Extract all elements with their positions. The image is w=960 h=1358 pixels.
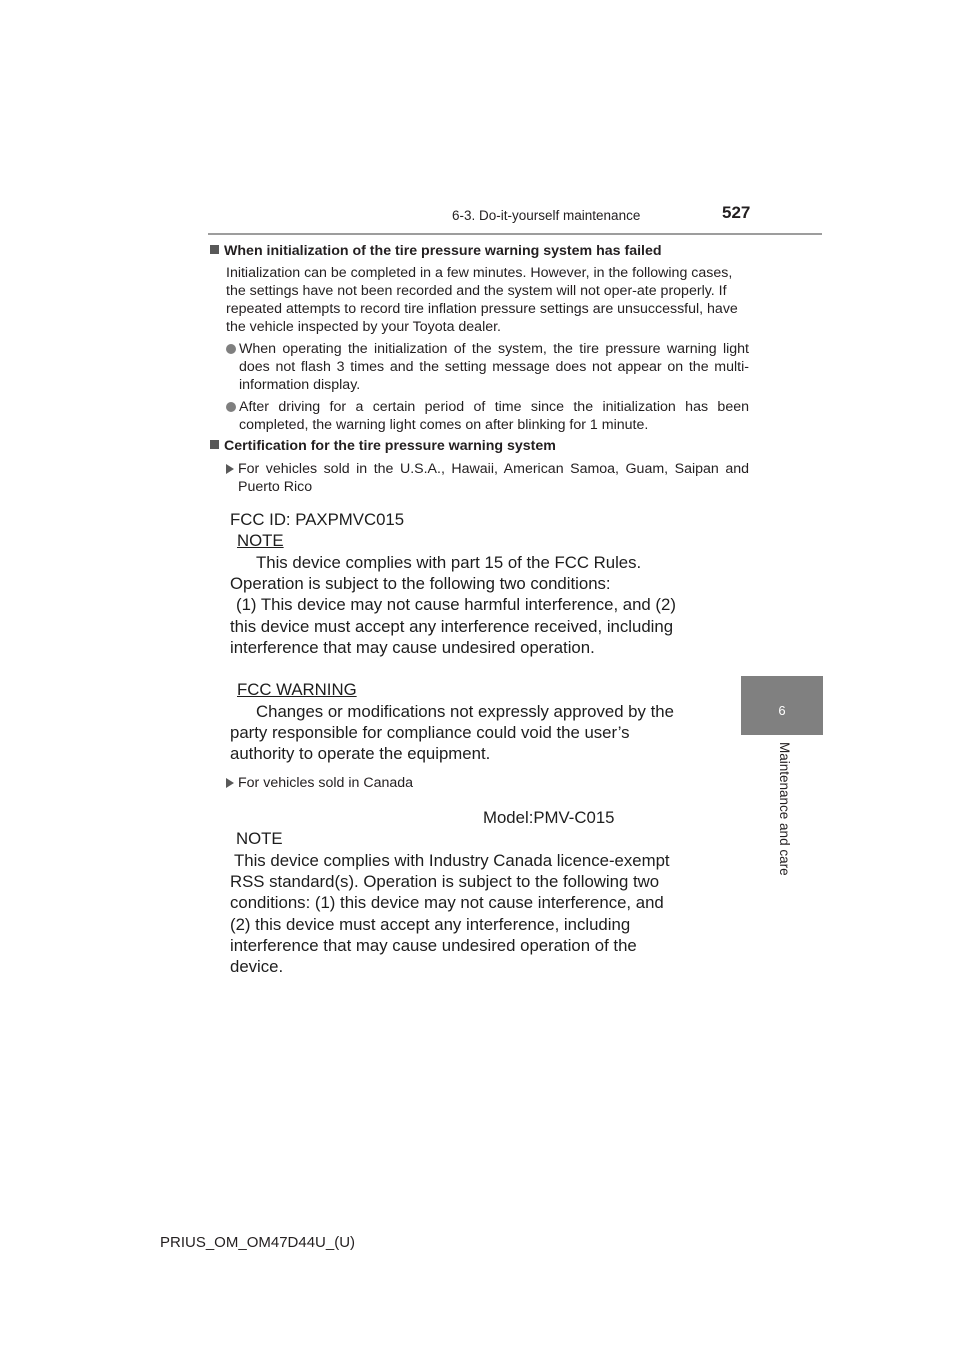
document-code: PRIUS_OM_OM47D44U_(U)	[160, 1234, 356, 1251]
chapter-tab	[741, 676, 823, 735]
subheading-text: For vehicles sold in the U.S.A., Hawaii, American Samoa, Guam, Saipan and Puerto Rico	[238, 461, 749, 495]
list-item-text: When operating the initialization of the system, the tire pressure warning light does not flash 3 times and the setting message does not appear on the multi-information display.	[239, 341, 749, 393]
section-heading-text: Certification for the tire pressure warning system	[224, 438, 556, 454]
note-title: NOTE	[236, 829, 283, 848]
section-heading-init-failed	[210, 243, 662, 259]
label-line: this device must accept any interference received, including	[230, 617, 674, 636]
list-item	[226, 398, 749, 434]
note-title: NOTE	[237, 531, 284, 550]
subheading-text: For vehicles sold in Canada	[238, 775, 414, 791]
label-line: (1) This device may not cause harmful interference, and (2)	[236, 595, 676, 614]
list-item	[226, 340, 749, 394]
section-heading-text: When initialization of the tire pressure warning system has failed	[224, 243, 662, 259]
label-line: authority to operate the equipment.	[230, 744, 491, 763]
square-bullet-icon	[210, 440, 219, 449]
fcc-warning-title: FCC WARNING	[237, 680, 357, 699]
chapter-tab-number: 6	[778, 703, 786, 718]
list-item-text: After driving for a certain period of time since the initialization has been completed, the warning light comes on after blinking for 1 minute.	[239, 399, 749, 433]
model-line: Model:PMV-C015	[483, 808, 615, 827]
label-line: Operation is subject to the following two conditions:	[230, 574, 611, 593]
label-line: RSS standard(s). Operation is subject to the following two	[230, 872, 660, 891]
circle-bullet-icon	[226, 344, 236, 354]
triangle-bullet-icon	[226, 464, 234, 474]
label-line: party responsible for compliance could void the user’s	[230, 723, 630, 742]
circle-bullet-icon	[226, 402, 236, 412]
page-number: 527	[722, 203, 751, 222]
header-section-title: 6-3. Do-it-yourself maintenance	[452, 208, 641, 223]
label-line: This device complies with Industry Canada licence-exempt	[234, 851, 670, 870]
label-line: (2) this device must accept any interference, including	[230, 915, 631, 934]
section-paragraph: Initialization can be completed in a few minutes. However, in the following cases, the settings have not been recorded and the system will not oper-ate properly. If repeated attempts to record tire inflation pressure settings are unsuccessful, have the vehicle inspected by your Toyota dealer.	[226, 265, 738, 335]
subheading-us	[226, 460, 749, 496]
subheading-canada	[226, 774, 749, 792]
label-line: device.	[230, 957, 284, 976]
label-line: This device complies with part 15 of the FCC Rules.	[256, 553, 642, 572]
label-line: conditions: (1) this device may not cause interference, and	[230, 893, 664, 912]
label-line: interference that may cause undesired operation.	[230, 638, 595, 657]
chapter-tab-label: Maintenance and care	[777, 742, 792, 876]
square-bullet-icon	[210, 245, 219, 254]
label-line: interference that may cause undesired operation of the	[230, 936, 637, 955]
triangle-bullet-icon	[226, 778, 234, 788]
fcc-id-line: FCC ID: PAXPMVC015	[230, 510, 405, 529]
header-divider	[208, 233, 822, 235]
section-heading-certification	[210, 438, 556, 454]
label-line: Changes or modifications not expressly approved by the	[256, 702, 674, 721]
